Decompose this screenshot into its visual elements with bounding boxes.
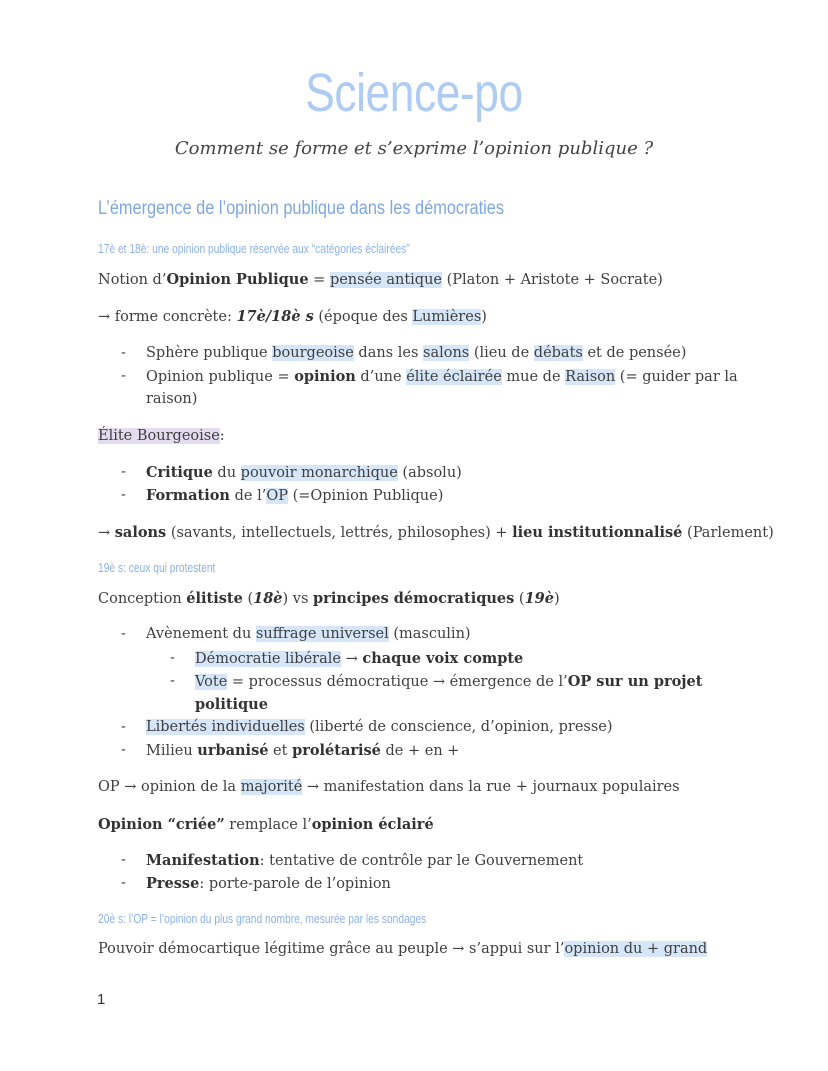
list-item: - Libertés individuelles (liberté de conscience, d’opinion, presse) [121,719,613,735]
paragraph-opinion-criee: Opinion “criée” remplace l’opinion éclairé [98,816,434,833]
subheading-17-18: 17è et 18è: une opinion publique réservée aux “catégories éclairées” [98,242,410,256]
subheading-20: 20è s: l’OP = l’opinion du plus grand nombre, mesurée par les sondages [98,912,427,926]
list-item: - Sphère publique bourgeoise dans les salons (lieu de débats et de pensée) [121,345,687,361]
nested-list-item-continuation: politique [195,696,268,713]
list-item: - Manifestation: tentative de contrôle par le Gouvernement [121,852,584,869]
list-item-continuation: raison) [146,391,198,407]
list-item: - Formation de l’OP (=Opinion Publique) [121,487,444,504]
list-item: - Critique du pouvoir monarchique (absolu) [121,464,462,481]
paragraph-conception: Conception élitiste (18è) vs principes démocratiques (19è) [98,590,560,607]
paragraph-salons: → salons (savants, intellectuels, lettrés, philosophes) + lieu institutionnalisé (Parlement) [98,524,774,541]
section-heading: L’émergence de l’opinion publique dans les démocraties [98,198,505,219]
paragraph-op-majorite: OP → opinion de la majorité → manifestation dans la rue + journaux populaires [98,779,680,795]
nested-list-item: - Démocratie libérale → chaque voix compte [170,650,524,667]
list-item: - Milieu urbanisé et prolétarisé de + en + [121,742,460,759]
paragraph-elite: Élite Bourgeoise: [98,428,225,444]
paragraph-pouvoir: Pouvoir démocartique légitime grâce au peuple → s’appui sur l’opinion du + grand [98,941,708,957]
list-item: - Presse: porte-parole de l’opinion [121,875,391,892]
paragraph-notion: Notion d’Opinion Publique = pensée antique (Platon + Aristote + Socrate) [98,271,663,288]
page-subtitle: Comment se forme et s’exprime l’opinion publique ? [174,138,654,159]
page-number: 1 [97,991,106,1008]
nested-list-item: - Vote = processus démocratique → émergence de l’OP sur un projet [170,673,703,690]
page-title: Science-po [305,63,523,123]
subheading-19: 19è s: ceux qui protestent [98,561,216,575]
list-item: - Opinion publique = opinion d’une élite éclairée mue de Raison (= guider par la [121,368,738,385]
paragraph-forme-concrete: → forme concrète: 17è/18è s (époque des Lumières) [98,308,487,325]
list-item: - Avènement du suffrage universel (masculin) [121,626,471,642]
